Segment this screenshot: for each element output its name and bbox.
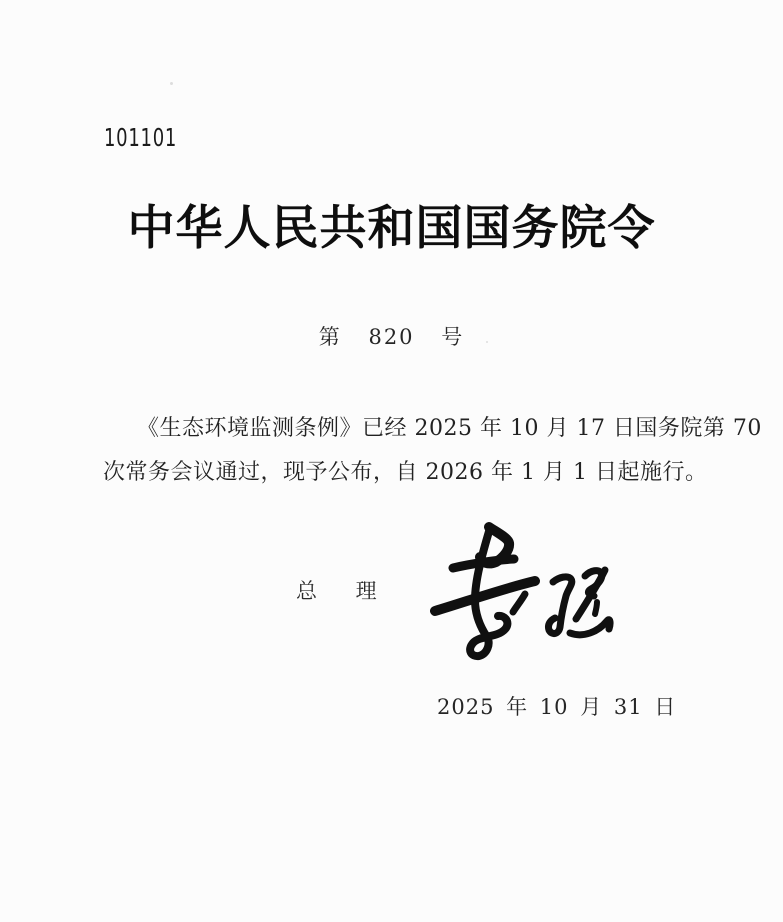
premier-role-label: 总 理 (296, 579, 377, 603)
doc-number: 101101 (104, 123, 178, 152)
scan-speckle (170, 82, 173, 85)
decree-date: 2025 年 10 月 31 日 (437, 695, 677, 719)
decree-body (103, 407, 762, 495)
scan-speckle (486, 341, 488, 343)
decree-title: 中华人民共和国国务院令 (127, 201, 656, 256)
premier-signature-icon (425, 510, 635, 670)
order-number: 第 820 号 (318, 325, 465, 349)
body-line: 次常务会议通过，现予公布，自 2026 年 1 月 1 日起施行。 (103, 460, 708, 485)
body-line: 《生态环境监测条例》已经 2025 年 10 月 17 日国务院第 70 (137, 416, 762, 441)
